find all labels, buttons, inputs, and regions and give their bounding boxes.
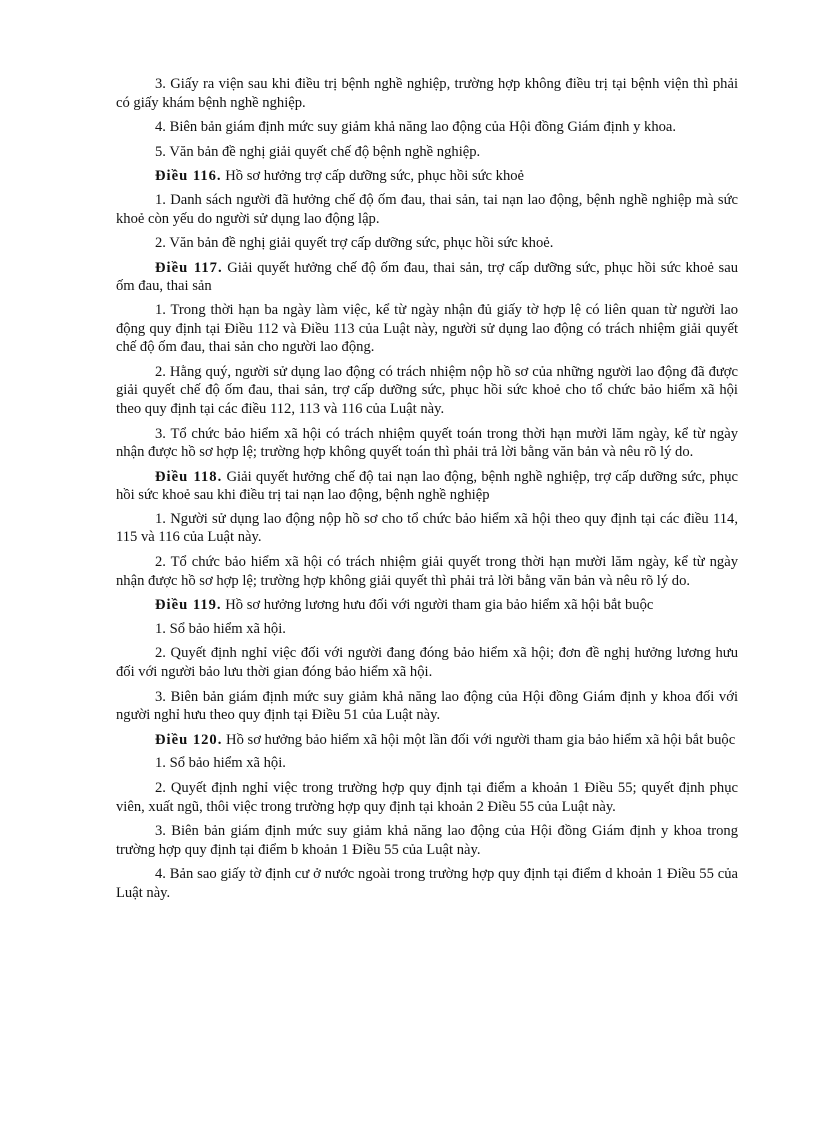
clause-paragraph: 4. Biên bản giám định mức suy giảm khả năng lao động của Hội đồng Giám định y khoa.: [155, 119, 677, 136]
clause-paragraph: 1. Trong thời hạn ba ngày làm việc, kể từ ngày nhận đủ giấy tờ hợp lệ có liên quan từ người lao động quy định tại Điều 112 và Điều 113 của Luật này, người sử dụng lao động có trách nhiệm giải quyết chế độ ốm đau, thai sản cho người lao động.: [116, 301, 738, 356]
clause-paragraph: 2. Quyết định nghỉ việc đối với người đang đóng bảo hiểm xã hội; đơn đề nghị hưởng lương hưu đối với người bảo lưu thời gian đóng bảo hiểm xã hội.: [116, 645, 738, 681]
article-title: Giải quyết hưởng chế độ ốm đau, thai sản, trợ cấp dưỡng sức, phục hồi sức khoẻ sau ốm đau, thai sản: [116, 259, 738, 295]
article-heading-117: [116, 259, 738, 296]
article-number: Điều 119.: [155, 597, 222, 614]
clause-paragraph: 2. Quyết định nghỉ việc trong trường hợp quy định tại điểm a khoản 1 Điều 55; quyết định phục viên, xuất ngũ, thôi việc trong trường hợp quy định tại khoản 2 Điều 55 của Luật này.: [116, 780, 738, 815]
article-title: Giải quyết hưởng chế độ tai nạn lao động, bệnh nghề nghiệp, trợ cấp dưỡng sức, phục hồi sức khoẻ sau khi điều trị tai nạn lao động, bệnh nghề nghiệp: [116, 468, 738, 504]
clause-paragraph: 2. Tổ chức bảo hiểm xã hội có trách nhiệm giải quyết trong thời hạn mười lăm ngày, kể từ ngày nhận được hồ sơ hợp lệ; trường hợp không giải quyết thì phải trả lời bằng văn bản và nêu rõ lý do.: [116, 554, 738, 589]
article-number: Điều 116.: [155, 168, 222, 185]
clause-paragraph: 2. Văn bản đề nghị giải quyết trợ cấp dưỡng sức, phục hồi sức khoẻ.: [155, 235, 554, 252]
clause-paragraph: 1. Sổ bảo hiểm xã hội.: [155, 620, 286, 637]
article-number: Điều 117.: [155, 259, 223, 276]
clause-paragraph: 4. Bản sao giấy tờ định cư ở nước ngoài trong trường hợp quy định tại điểm d khoản 1 Điều 55 của Luật này.: [116, 866, 738, 901]
article-number: Điều 118.: [155, 468, 223, 485]
clause-paragraph: 1. Danh sách người đã hưởng chế độ ốm đau, thai sản, tai nạn lao động, bệnh nghề nghiệp mà sức khoẻ còn yếu do người sử dụng lao động lập.: [116, 191, 738, 227]
clause-paragraph: 3. Giấy ra viện sau khi điều trị bệnh nghề nghiệp, trường hợp không điều trị tại bệnh viện thì phải có giấy khám bệnh nghề nghiệp.: [116, 76, 738, 111]
clause-paragraph: 1. Sổ bảo hiểm xã hội.: [155, 755, 286, 772]
document-page: [116, 75, 738, 909]
article-heading-120: [116, 731, 738, 750]
clause-paragraph: 3. Tổ chức bảo hiểm xã hội có trách nhiệm quyết toán trong thời hạn mười lăm ngày, kể từ ngày nhận được hồ sơ hợp lệ; trường hợp không quyết toán thì phải trả lời bằng văn bản và nêu rõ lý do.: [116, 425, 738, 461]
article-title: Hồ sơ hưởng lương hưu đối với người tham gia bảo hiểm xã hội bắt buộc: [225, 597, 654, 614]
article-title: Hồ sơ hưởng bảo hiểm xã hội một lần đối với người tham gia bảo hiểm xã hội bắt buộc: [226, 731, 736, 748]
clause-paragraph: 1. Người sử dụng lao động nộp hồ sơ cho tổ chức bảo hiểm xã hội theo quy định tại các điều 114, 115 và 116 của Luật này.: [116, 510, 738, 546]
article-heading-116: [116, 167, 738, 186]
clause-paragraph: 3. Biên bản giám định mức suy giảm khả năng lao động của Hội đồng Giám định y khoa trong trường hợp quy định tại điểm b khoản 1 Điều 55 của Luật này.: [116, 823, 738, 858]
article-heading-118: [116, 468, 738, 505]
article-heading-119: [116, 596, 738, 615]
article-number: Điều 120.: [155, 731, 223, 748]
article-title: Hồ sơ hưởng trợ cấp dưỡng sức, phục hồi sức khoẻ: [225, 168, 525, 185]
clause-paragraph: 5. Văn bản đề nghị giải quyết chế độ bệnh nghề nghiệp.: [155, 143, 481, 160]
clause-paragraph: 2. Hằng quý, người sử dụng lao động có trách nhiệm nộp hồ sơ của những người lao động đã được giải quyết chế độ ốm đau, thai sản, trợ cấp dưỡng sức, phục hồi sức khoẻ cho tổ chức bảo hiểm xã hội theo quy định tại các điều 112, 113 và 116 của Luật này.: [116, 363, 738, 417]
clause-paragraph: 3. Biên bản giám định mức suy giảm khả năng lao động của Hội đồng Giám định y khoa đối với người nghỉ hưu theo quy định tại Điều 51 của Luật này.: [116, 688, 738, 724]
